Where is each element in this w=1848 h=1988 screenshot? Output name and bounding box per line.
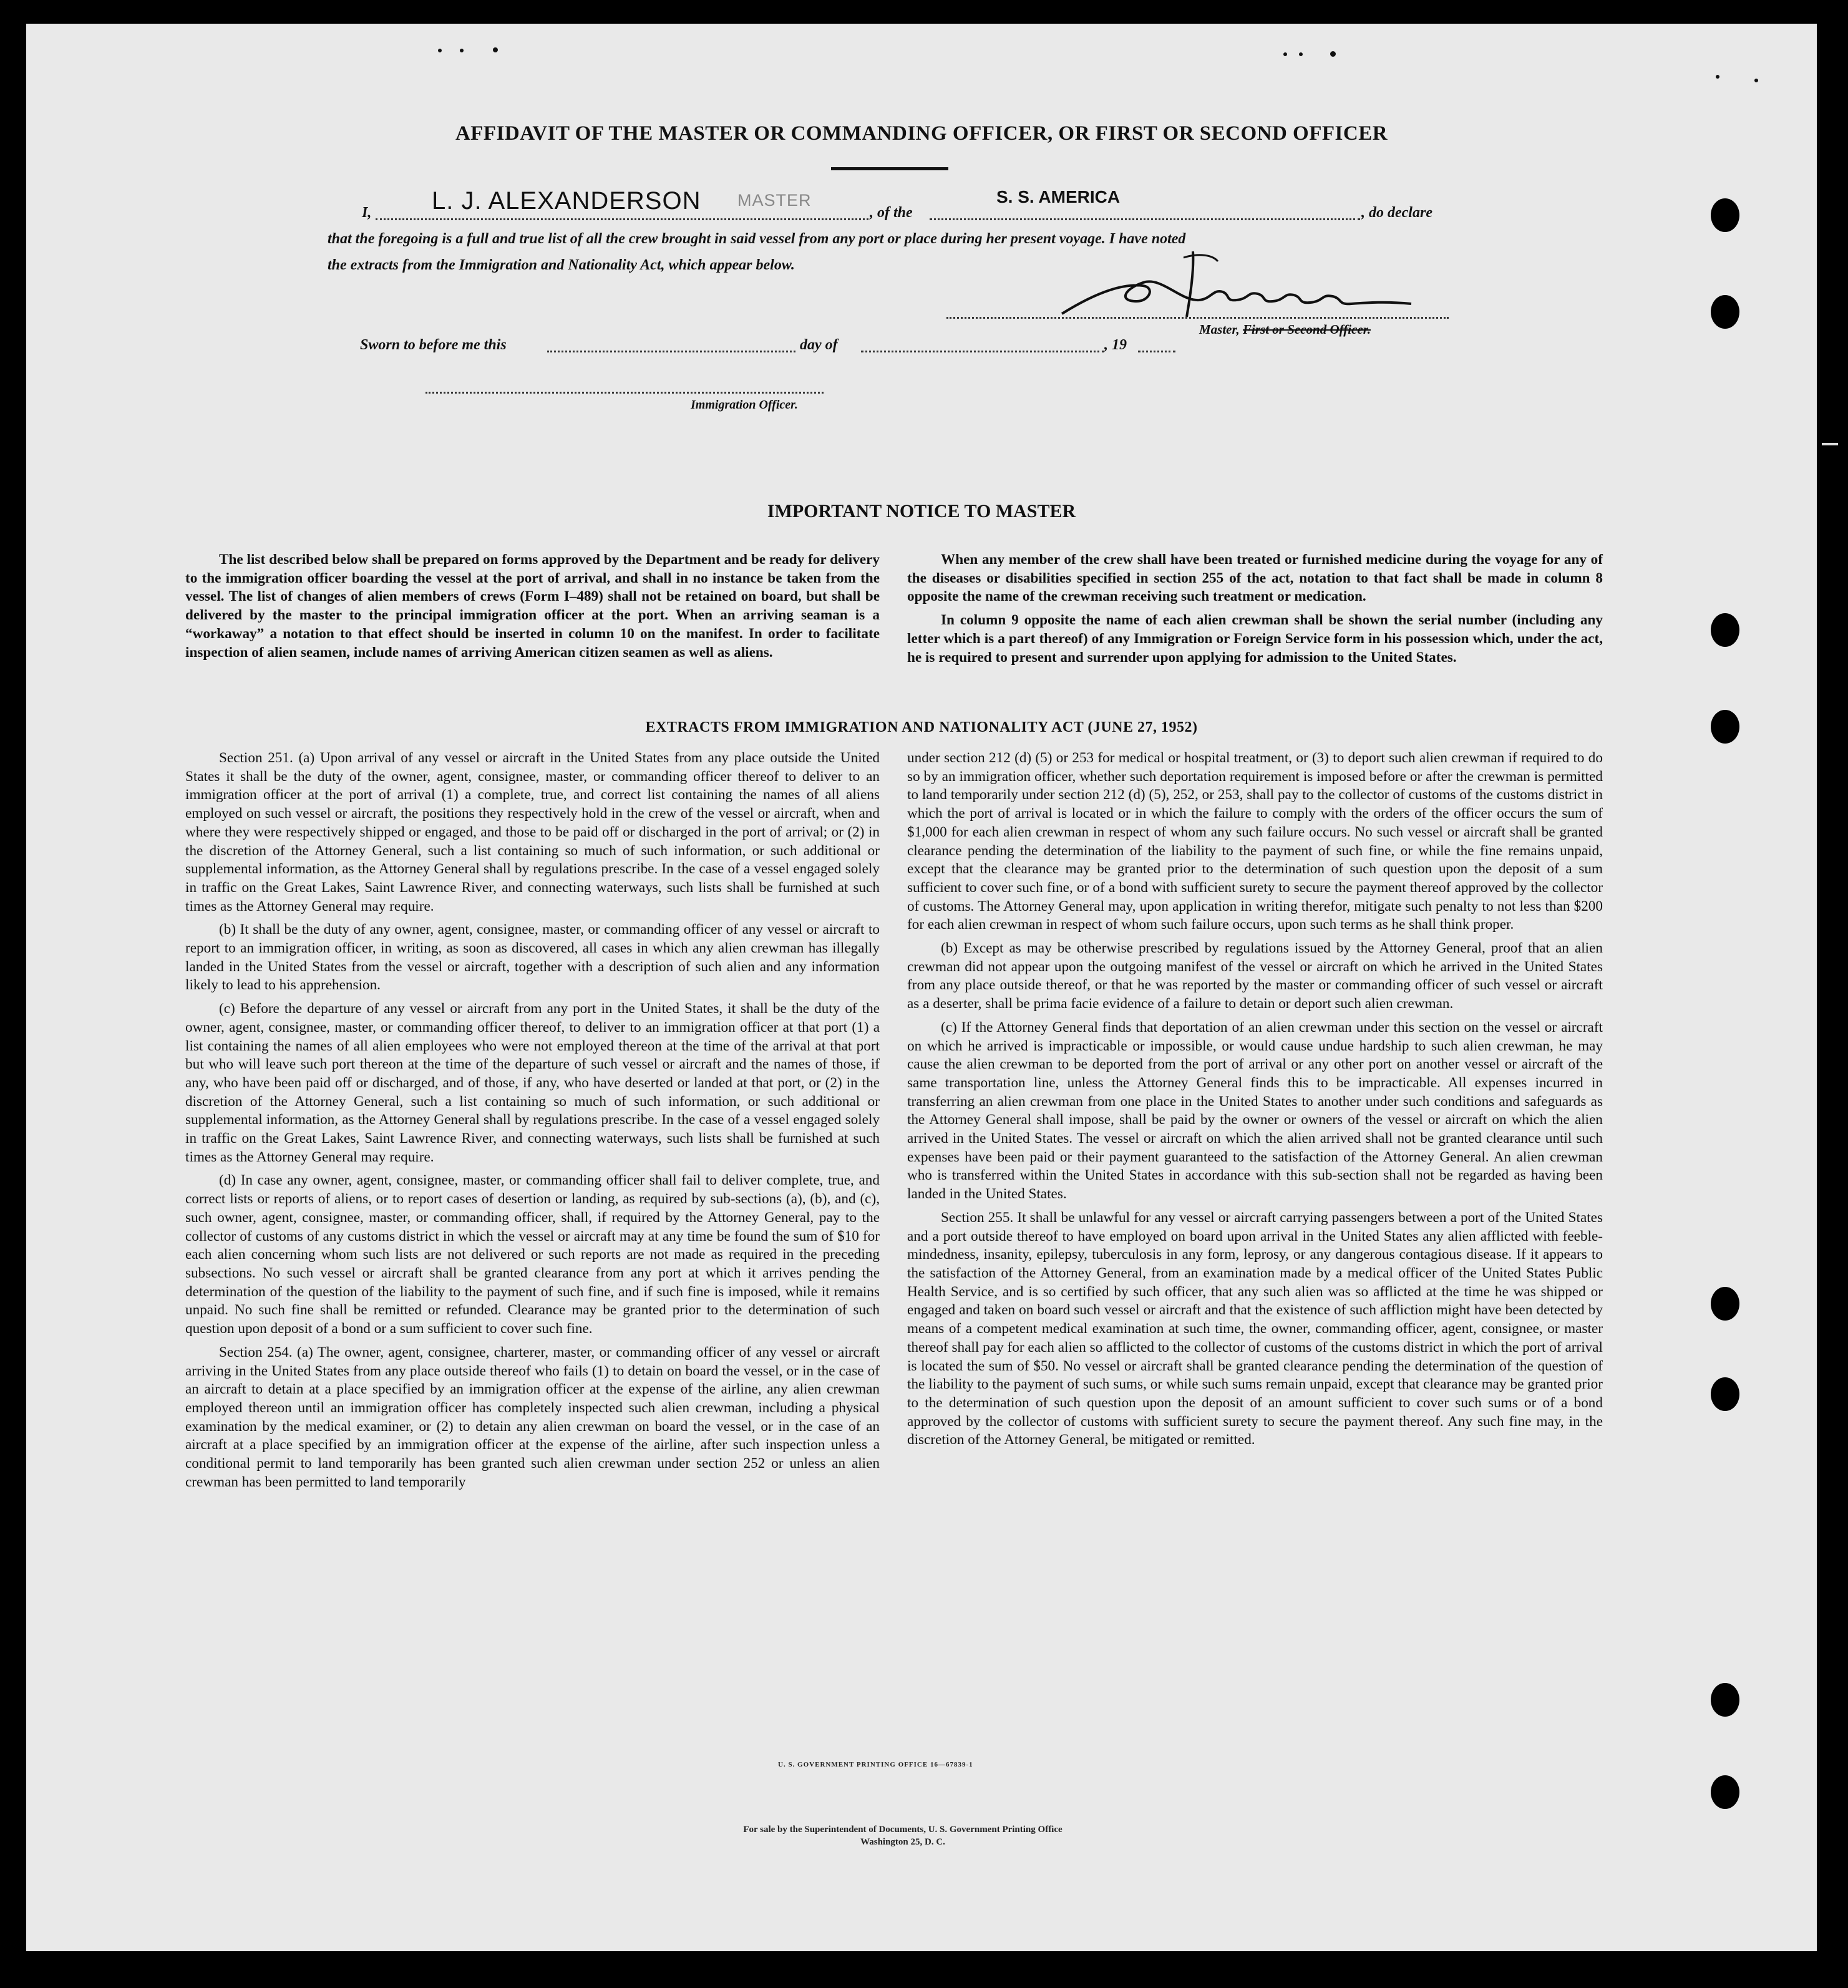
ink-speck — [1754, 79, 1758, 82]
extract-paragraph: (c) Before the departure of any vessel or aircraft from any port in the United States, it shall be the duty of the owner, agent, consignee, master, or commanding officer thereof, to deliver to an immigration officer at that port (1) a list containing the names of all alien employees who were not employed thereon at the time of the arrival at that port but who will leave such port thereon at the time of the departure of such vessel or aircraft and the names of those, if any, who have been paid off or discharged, and of those, if any, who have deserted or landed at that port, or (2) in the discretion of the Attorney General, such a list containing so much of such information, or such additional or supplemental information, as the Attorney General shall by regulations prescribe. In the case of a vessel engaged solely in traffic on the Great Lakes, Saint Lawrence River, and connecting waterways, such lists shall be furnished at such times as the Attorney General may require. — [185, 1001, 880, 1165]
extract-paragraph: (b) It shall be the duty of any owner, agent, consignee, master, or commanding officer of any vessel or aircraft to report to an immigration officer, in writing, as soon as discovered, all cases in which any alien crewman has illegally landed in the United States from the vessel or aircraft, together with a description of such alien and any information likely to lead to his apprehension. — [185, 921, 880, 994]
ink-speck — [1299, 52, 1303, 56]
master-name-typed: L. J. ALEXANDERSON — [432, 187, 701, 215]
notice-right-column — [907, 551, 1603, 672]
ink-speck — [1283, 52, 1287, 56]
extract-paragraph: Section 251. (a) Upon arrival of any vessel or aircraft in the United States from any place outside the United States it shall be the duty of the owner, agent, consignee, master, or commanding officer thereof to deliver to an immigration officer at the port of arrival (1) a complete, true, and correct list containing the names of all aliens employed on such vessel or aircraft, the positions they respectively hold in the crew of the vessel or aircraft, when and where they were respectively shipped or engaged, and those to be paid off or discharged in the port of arrival; or (2) in the discretion of the Attorney General, such a list containing so much of such information, or such additional or supplemental information, as the Attorney General shall by regulations prescribe. In the case of a vessel engaged solely in traffic on the Great Lakes, Saint Lawrence River, and connecting waterways, such lists shall be furnished at such times as the Attorney General may require. — [185, 750, 880, 914]
extract-paragraph: (d) In case any owner, agent, consignee, master, or commanding officer shall fail to deliver complete, true, and correct lists or reports of aliens, or to report cases of desertion or landing, as required by sub-sections (a), (b), and (c), such owner, agent, consignee, master, or commanding officer, shall, if required by the Attorney General, pay to the collector of customs of any customs district in which the vessel or aircraft may at any time be found the sum of $10 for each alien concerning whom such lists are not delivered or such reports are not made as required in the preceding subsections. No such vessel or aircraft shall be granted clearance from any port at which it arrives pending the determination of the question of the liability to the payment of such fine, and if such fine is imposed, while it remains unpaid. No such fine shall be remitted or refunded. Clearance may be granted prior to the determination of such question upon deposit of a bond or a sum sufficient to cover such fine. — [185, 1172, 880, 1337]
ink-speck — [1330, 51, 1336, 57]
punch-hole — [1711, 1287, 1739, 1321]
master-stamp: MASTER — [737, 191, 812, 210]
i-label: I, — [362, 205, 372, 221]
extracts-title: EXTRACTS FROM IMMIGRATION AND NATIONALITY ACT (JUNE 27, 1952) — [645, 719, 1198, 735]
notice-right-paragraph-2: In column 9 opposite the name of each alien crewman shall be shown the serial number (including any letter which is a part thereof) of any Immigration or Foreign Service form in his possession which, under the act, he is required to present and surrender upon applying for admission to the United States. — [907, 612, 1603, 666]
year-label: , 19 — [1104, 337, 1127, 353]
sworn-label: Sworn to before me this — [360, 337, 507, 353]
notice-left-column — [185, 551, 880, 667]
punch-hole — [1711, 613, 1739, 647]
do-declare-label: , do declare — [1361, 205, 1432, 221]
declaration-line-1: that the foregoing is a full and true list of all the crew brought in said vessel from any port or place during her present voyage. I have noted — [328, 231, 1186, 247]
affidavit-page — [26, 24, 1817, 1951]
punch-hole — [1711, 295, 1739, 329]
extract-paragraph: Section 254. (a) The owner, agent, consignee, charterer, master, or commanding officer of any vessel or aircraft arriving in the United States from any place outside thereof who fails (1) to detain on board the vessel, or in the case of an aircraft to detain at a place specified by an immigration officer at the expense of the airline, any alien crewman employed thereon until an immigration officer has completely inspected such alien crewman, including a physical examination by the medical examiner, or (2) to detain any alien crewman on board the vessel, or in the case of an aircraft at a place specified by an immigration officer at the expense of the airline, after such inspection unless a conditional permit to land temporarily has been granted such alien crewman under section 252 or unless an alien crewman has been permitted to land temporarily — [185, 1344, 880, 1490]
declaration-line-2: the extracts from the Immigration and Nationality Act, which appear below. — [328, 257, 795, 273]
document-title: AFFIDAVIT OF THE MASTER OR COMMANDING OFFICER, OR FIRST OR SECOND OFFICER — [455, 122, 1388, 145]
punch-hole — [1711, 198, 1739, 232]
extracts-left-column — [185, 749, 880, 1496]
immigration-officer-label: Immigration Officer. — [691, 398, 798, 412]
extract-paragraph: (c) If the Attorney General finds that deportation of an alien crewman under this section on the vessel or aircraft on which he arrived is impracticable or impossible, or would cause undue hardship to such alien crewman, he may cause the alien crewman to be deported from the port of arrival or any other port on another vessel or aircraft of the same transportation line, unless the Attorney General finds this to be impracticable. All expenses incurred in transferring an alien crewman from one place in the United States to another under such conditions and safeguards as the Attorney General shall impose, shall be paid by the owner or owners of the vessel or aircraft on which the alien arrived in the United States. The vessel or aircraft on which the alien arrived shall not be granted clearance until such expenses have been paid or their payment guaranteed to the satisfaction of the Attorney General. An alien crewman who is transferred within the United States in accordance with this sub-section shall not be regarded as having been landed in the United States. — [907, 1019, 1603, 1203]
printing-office-imprint: U. S. GOVERNMENT PRINTING OFFICE 16—67839-1 — [778, 1761, 973, 1768]
signature-line — [946, 317, 1449, 319]
sworn-month-line — [861, 351, 1104, 352]
notice-right-paragraph-1: When any member of the crew shall have been treated or furnished medicine during the voyage for any of the diseases or disabilities specified in section 255 of the act, notation to that fact shall be made in column 8 opposite the name of the crewman receiving such treatment or medication. — [907, 551, 1603, 605]
master-signature — [1049, 239, 1436, 326]
sale-line-1: For sale by the Superintendent of Documents, U. S. Government Printing Office — [743, 1825, 1063, 1835]
punch-hole — [1711, 1683, 1739, 1717]
title-rule — [831, 167, 948, 170]
extracts-right-column — [907, 749, 1603, 1455]
sale-notice — [625, 1823, 1180, 1848]
vessel-name: S. S. AMERICA — [996, 187, 1121, 206]
extract-paragraph: under section 212 (d) (5) or 253 for medical or hospital treatment, or (3) to deport such alien crewman if required to do so by an immigration officer, whether such deportation requirement is imposed before or after the crewman is permitted to land temporarily under section 212 (d) (5), 252, or 253, shall pay to the collector of customs of the customs district in which the port of arrival is located or in which the failure to comply with the orders of the officer occurs the sum of $1,000 for each alien crewman in respect of whom any such failure occurs. No such vessel or aircraft shall be granted clearance pending the determination of the liability to the payment of such fine, or while the fine remains unpaid, except that the clearance may be granted prior to the determination of such question upon the deposit of a sum sufficient to cover such fine, or of a bond with sufficient surety to secure the payment thereof approved by the collector of customs. The Attorney General may, upon application in writing therefor, mitigate such penalty to not less than $200 for each alien crewman in respect of whom such failure occurs, upon such terms as he shall think proper. — [907, 750, 1603, 933]
name-field-line — [376, 218, 868, 220]
punch-hole — [1711, 1377, 1739, 1411]
extract-paragraph: Section 255. It shall be unlawful for any vessel or aircraft carrying passengers between a port of the United States and a port outside thereof to have employed on board upon arrival in the United States any alien afflicted with feeble-mindedness, insanity, epilepsy, tuberculosis in any form, leprosy, or any dangerous contagious disease. If it appears to the satisfaction of the Attorney General, from an examination made by a medical officer of the United States Public Health Service, and is so certified by such officer, that any such alien was so afflicted at the time he was shipped or engaged and taken on board such vessel or aircraft and that the existence of such affliction might have been detected by means of a competent medical examination at such time, the owner, commanding officer, agent, consignee, or master thereof shall pay for each alien so afflicted to the collector of customs of the customs district in which the port of arrival is located the sum of $50. No vessel or aircraft shall be granted clearance pending the determination of the question of the liability to the payment of such sums, or while such sums remain unpaid, except that clearance may be granted prior to the determination of such question upon the deposit of an amount sufficient to cover such sums or of a bond approved by the collector of customs with sufficient surety to secure the payment thereof. Any such fine may, in the discretion of the Attorney General, be mitigated or remitted. — [907, 1209, 1603, 1448]
extract-paragraph: (b) Except as may be otherwise prescribed by regulations issued by the Attorney General, proof that an alien crewman did not appear upon the outgoing manifest of the vessel or aircraft on which he arrived in the United States from any place outside thereof, or that he was reported by the master or commanding officer of such vessel or aircraft as a deserter, shall be prima facie evidence of a failure to detain or deport such alien crewman. — [907, 940, 1603, 1012]
sale-line-2: Washington 25, D. C. — [860, 1837, 945, 1847]
notice-left-paragraph: The list described below shall be prepared on forms approved by the Department and be ready for delivery to the immigration officer boarding the vessel at the port of arrival, and shall in no instance be taken from the vessel. The list of changes of alien members of crews (Form I–489) shall not be retained on board, but shall be delivered by the master to the principal immigration officer at the port. When an arriving seaman is a “workaway” a notation to that effect should be inserted in column 10 on the manifest. In order to facilitate inspection of alien seamen, include names of arriving American citizen seamen as well as aliens. — [185, 551, 880, 661]
ink-speck — [438, 49, 442, 52]
ink-speck — [1716, 75, 1719, 79]
ink-speck — [493, 47, 498, 52]
signature-caption-master: Master, — [1199, 322, 1240, 337]
vessel-field-line — [930, 218, 1360, 220]
of-the-label: , of the — [870, 205, 913, 221]
sworn-day-line — [547, 351, 795, 352]
day-of-label: day of — [800, 337, 838, 353]
notice-title: IMPORTANT NOTICE TO MASTER — [767, 501, 1076, 521]
sworn-year-line — [1138, 351, 1175, 352]
ink-speck — [460, 49, 464, 52]
signature-caption — [1199, 322, 1371, 337]
immigration-officer-line — [426, 392, 824, 394]
margin-mark — [1822, 443, 1838, 445]
signature-caption-struck: First or Second Officer. — [1243, 322, 1371, 337]
punch-hole — [1711, 1775, 1739, 1809]
